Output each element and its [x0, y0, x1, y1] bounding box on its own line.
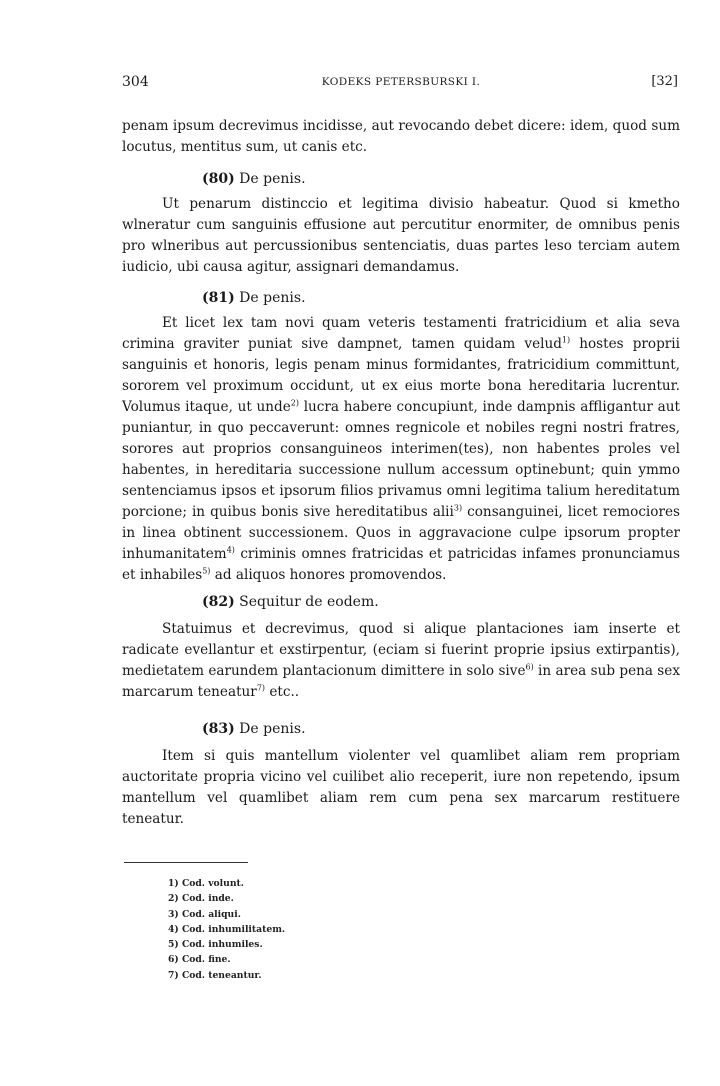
body-text — [122, 116, 680, 830]
heading-number: (83) — [202, 721, 235, 737]
footnote: 7) Cod. teneantur. — [168, 969, 262, 981]
footnote-ref: 7) — [256, 683, 266, 693]
heading-82 — [122, 592, 680, 613]
text-run: criminis omnes fratricidas et patricidas infames pronunciamus et inhabiles — [122, 546, 680, 583]
heading-80 — [122, 169, 680, 190]
paragraph-83: Item si quis mantellum violenter vel quamlibet aliam rem propriam auctoritate propria vicino vel cuilibet alio receperit, iure non repetendo, ipsum mantellum vel quamlibet aliam rem cum pena sex marcarum restituere teneatur. — [122, 748, 680, 827]
heading-title: De penis. — [234, 171, 306, 187]
footnote-ref: 2) — [290, 398, 299, 408]
footnote: 2) Cod. inde. — [168, 893, 234, 905]
text-run: ad aliquos honores promovendos. — [210, 567, 447, 583]
footnote: 1) Cod. volunt. — [168, 878, 244, 889]
footnote: 5) Cod. inhumiles. — [168, 939, 263, 951]
text-run: consanguinei, licet remociores in linea obtinent successionem. Quos in aggravacione culpe ipsorum propter inhumanitatem — [122, 504, 680, 562]
page-number: 304 — [122, 74, 149, 90]
heading-title: De penis. — [234, 290, 306, 306]
heading-title: Sequitur de eodem. — [234, 594, 379, 610]
footnote: 4) Cod. inhumilitatem. — [168, 923, 286, 935]
text-run: Et licet lex tam novi quam veteris testamenti fratricidium et alia seva crimina graviter puniat sive dampnet, tamen quidam velud — [122, 315, 680, 352]
running-title: KODEKS PETERSBURSKI I. — [321, 76, 481, 88]
footnote: 6) Cod. fine. — [168, 954, 231, 966]
footnote-ref: 1) — [561, 335, 571, 345]
text-run: in area sub pena sex marcarum teneatur — [122, 663, 680, 700]
footnote-ref: 4) — [226, 545, 235, 555]
footnote-rule — [124, 862, 248, 863]
heading-number: (82) — [202, 594, 235, 610]
heading-number: (81) — [202, 290, 235, 306]
footnotes — [168, 876, 468, 983]
text-run: etc.. — [265, 684, 300, 700]
paragraph-82 — [122, 619, 680, 703]
footnote-ref: 3) — [453, 503, 463, 513]
section-number: [32] — [651, 74, 678, 89]
heading-83 — [122, 719, 680, 740]
heading-number: (80) — [202, 171, 235, 187]
footnote-ref: 6) — [525, 662, 534, 672]
heading-title: De penis. — [234, 721, 306, 737]
paragraph-81 — [122, 313, 680, 586]
heading-81 — [122, 288, 680, 309]
text-run: hostes proprii sanguinis et honoris, legis penam minus formidantes, fratricidium committunt, sororem vel proximum occidunt, ut ex eius morte bona hereditaria lucrentur. Volumus itaque, ut unde — [122, 336, 680, 415]
paragraph-continuation: penam ipsum decrevimus incidisse, aut revocando debet dicere: idem, quod sum locutus, mentitus sum, ut canis etc. — [122, 118, 680, 155]
footnote-ref: 5) — [202, 566, 211, 576]
text-run: Statuimus et decrevimus, quod si alique plantaciones iam inserte et radicate evellantur et exstirpentur, (eciam si fuerint proprie ipsius extirpantis), medietatem earundem plantacionum dimittere in solo sive — [122, 621, 680, 679]
page-header — [122, 72, 680, 96]
text-run: lucra habere concupiunt, inde dampnis affligantur aut puniantur, in quo peccaverunt: omnes regnicole et nobiles regni nostri fratres, sorores aut proprios consanguineos interimen(tes), non habentes proles vel habentes, in hereditaria successione nullum accessum optinebunt; quin ymmo sentenciamus ipsos et ipsorum filios privamus omni legitima talium hereditatum porcione; in quibus bonis sive hereditatibus alii — [122, 399, 680, 520]
paragraph-80: Ut penarum distinccio et legitima divisio habeatur. Quod si kmetho wlneratur cum sanguinis effusione aut percutitur enormiter, de omnibus penis pro wlneribus aut percussionibus sentenciatis, duas partes leso terciam autem iudicio, ubi causa agitur, assignari demandamus. — [122, 196, 680, 275]
footnote: 3) Cod. aliqui. — [168, 908, 241, 920]
